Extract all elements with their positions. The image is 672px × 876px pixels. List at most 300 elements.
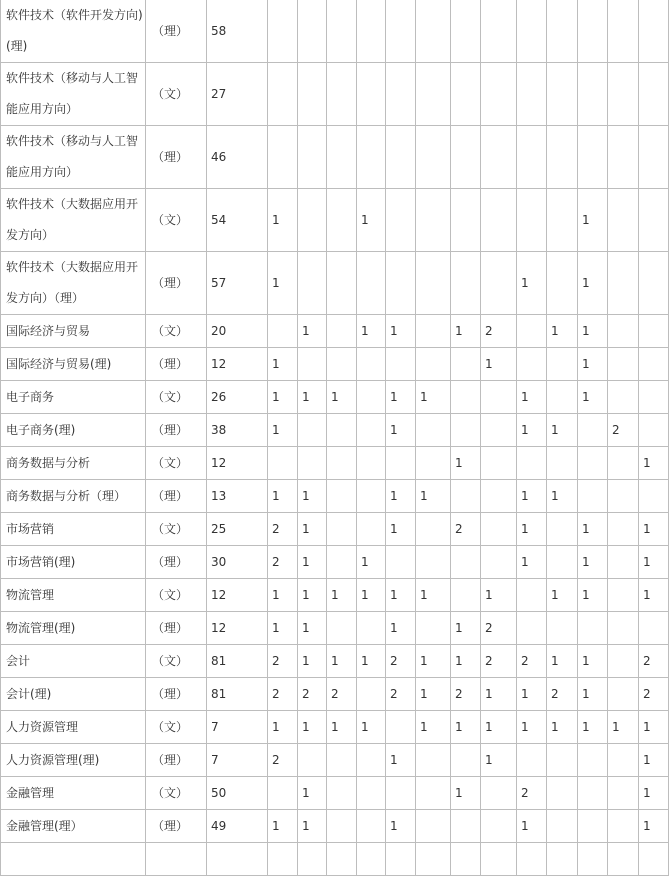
major-name-cell: 市场营销(理) — [1, 546, 146, 579]
region-count-cell — [268, 843, 298, 876]
region-count-cell — [608, 810, 639, 843]
region-count-cell: 1 — [298, 810, 327, 843]
region-count-cell: 1 — [578, 645, 608, 678]
region-count-cell — [547, 126, 578, 189]
region-count-cell — [578, 612, 608, 645]
region-count-cell: 1 — [517, 252, 547, 315]
plan-count-cell: 81 — [207, 645, 268, 678]
region-count-cell — [298, 348, 327, 381]
region-count-cell — [357, 810, 386, 843]
region-count-cell — [608, 189, 639, 252]
region-count-cell — [578, 414, 608, 447]
category-cell: （文） — [146, 579, 207, 612]
region-count-cell: 1 — [268, 414, 298, 447]
region-count-cell — [298, 414, 327, 447]
region-count-cell: 1 — [268, 579, 298, 612]
region-count-cell — [481, 381, 517, 414]
plan-count-cell: 7 — [207, 711, 268, 744]
region-count-cell — [639, 63, 669, 126]
plan-count-cell: 12 — [207, 447, 268, 480]
region-count-cell — [639, 252, 669, 315]
region-count-cell — [416, 810, 451, 843]
major-name-cell: 软件技术（大数据应用开发方向） — [1, 189, 146, 252]
region-count-cell — [327, 126, 357, 189]
region-count-cell: 1 — [386, 810, 416, 843]
region-count-cell: 1 — [451, 777, 481, 810]
region-count-cell: 2 — [386, 645, 416, 678]
region-count-cell — [416, 63, 451, 126]
region-count-cell: 1 — [298, 315, 327, 348]
region-count-cell — [578, 480, 608, 513]
region-count-cell — [357, 414, 386, 447]
region-count-cell: 1 — [481, 744, 517, 777]
region-count-cell — [517, 348, 547, 381]
region-count-cell: 1 — [327, 711, 357, 744]
category-cell: （理） — [146, 678, 207, 711]
major-name-cell: 国际经济与贸易 — [1, 315, 146, 348]
table-row — [1, 63, 669, 126]
major-name-cell: 物流管理 — [1, 579, 146, 612]
region-count-cell: 2 — [268, 645, 298, 678]
table-row — [1, 843, 669, 876]
region-count-cell — [578, 744, 608, 777]
major-name-cell: 电子商务 — [1, 381, 146, 414]
region-count-cell: 1 — [416, 579, 451, 612]
major-name-cell: 会计(理) — [1, 678, 146, 711]
region-count-cell — [639, 348, 669, 381]
region-count-cell: 2 — [481, 315, 517, 348]
region-count-cell — [327, 810, 357, 843]
table-row — [1, 0, 669, 63]
region-count-cell: 1 — [517, 678, 547, 711]
region-count-cell: 1 — [547, 315, 578, 348]
region-count-cell: 1 — [578, 579, 608, 612]
region-count-cell — [481, 252, 517, 315]
table-row — [1, 810, 669, 843]
region-count-cell: 2 — [481, 612, 517, 645]
region-count-cell: 1 — [416, 480, 451, 513]
region-count-cell — [547, 612, 578, 645]
region-count-cell — [517, 189, 547, 252]
region-count-cell — [451, 0, 481, 63]
category-cell: （文） — [146, 645, 207, 678]
region-count-cell: 1 — [386, 513, 416, 546]
region-count-cell — [608, 447, 639, 480]
region-count-cell — [578, 126, 608, 189]
category-cell: （文） — [146, 189, 207, 252]
region-count-cell — [451, 579, 481, 612]
region-count-cell — [547, 0, 578, 63]
region-count-cell — [608, 645, 639, 678]
region-count-cell — [386, 189, 416, 252]
table-row — [1, 579, 669, 612]
major-name-cell: 软件技术（软件开发方向)(理) — [1, 0, 146, 63]
region-count-cell: 1 — [298, 612, 327, 645]
region-count-cell — [608, 513, 639, 546]
region-count-cell — [386, 252, 416, 315]
region-count-cell — [416, 612, 451, 645]
table-row — [1, 612, 669, 645]
region-count-cell: 1 — [357, 315, 386, 348]
region-count-cell: 1 — [481, 711, 517, 744]
region-count-cell — [639, 843, 669, 876]
category-cell: （理） — [146, 0, 207, 63]
region-count-cell: 1 — [578, 513, 608, 546]
region-count-cell: 2 — [386, 678, 416, 711]
region-count-cell — [547, 252, 578, 315]
category-cell: （理） — [146, 744, 207, 777]
region-count-cell — [327, 252, 357, 315]
region-count-cell: 1 — [517, 414, 547, 447]
region-count-cell — [327, 189, 357, 252]
region-count-cell: 1 — [268, 252, 298, 315]
region-count-cell — [357, 63, 386, 126]
category-cell: （文） — [146, 513, 207, 546]
region-count-cell — [608, 777, 639, 810]
region-count-cell — [578, 63, 608, 126]
region-count-cell: 1 — [357, 645, 386, 678]
region-count-cell — [357, 678, 386, 711]
plan-count-cell: 50 — [207, 777, 268, 810]
region-count-cell: 2 — [268, 678, 298, 711]
region-count-cell: 1 — [298, 513, 327, 546]
region-count-cell: 2 — [517, 777, 547, 810]
region-count-cell — [327, 777, 357, 810]
region-count-cell: 1 — [416, 711, 451, 744]
region-count-cell — [327, 480, 357, 513]
plan-count-cell: 46 — [207, 126, 268, 189]
region-count-cell: 2 — [547, 678, 578, 711]
region-count-cell — [386, 447, 416, 480]
region-count-cell — [451, 252, 481, 315]
table-row — [1, 744, 669, 777]
region-count-cell: 1 — [517, 711, 547, 744]
region-count-cell: 1 — [547, 579, 578, 612]
region-count-cell — [416, 348, 451, 381]
region-count-cell — [481, 513, 517, 546]
region-count-cell: 1 — [517, 810, 547, 843]
region-count-cell: 1 — [298, 645, 327, 678]
region-count-cell — [608, 381, 639, 414]
region-count-cell — [517, 63, 547, 126]
region-count-cell — [357, 0, 386, 63]
region-count-cell — [451, 381, 481, 414]
major-name-cell: 软件技术（移动与人工智能应用方向） — [1, 126, 146, 189]
plan-count-cell: 12 — [207, 579, 268, 612]
region-count-cell — [547, 381, 578, 414]
table-row — [1, 315, 669, 348]
category-cell: （理） — [146, 126, 207, 189]
region-count-cell: 1 — [268, 189, 298, 252]
category-cell: （理） — [146, 480, 207, 513]
category-cell: （文） — [146, 63, 207, 126]
region-count-cell — [386, 843, 416, 876]
plan-count-cell: 81 — [207, 678, 268, 711]
region-count-cell — [298, 189, 327, 252]
plan-count-cell: 54 — [207, 189, 268, 252]
region-count-cell — [357, 447, 386, 480]
table-row — [1, 252, 669, 315]
region-count-cell — [357, 480, 386, 513]
region-count-cell — [357, 252, 386, 315]
region-count-cell — [517, 0, 547, 63]
region-count-cell: 1 — [517, 381, 547, 414]
category-cell: （理） — [146, 348, 207, 381]
region-count-cell — [357, 381, 386, 414]
table-row — [1, 381, 669, 414]
region-count-cell — [578, 447, 608, 480]
region-count-cell: 1 — [357, 546, 386, 579]
major-name-cell: 物流管理(理) — [1, 612, 146, 645]
plan-count-cell: 30 — [207, 546, 268, 579]
region-count-cell — [639, 0, 669, 63]
region-count-cell — [517, 579, 547, 612]
region-count-cell — [386, 348, 416, 381]
region-count-cell — [608, 63, 639, 126]
region-count-cell — [481, 546, 517, 579]
region-count-cell — [481, 189, 517, 252]
region-count-cell — [517, 843, 547, 876]
table-row — [1, 546, 669, 579]
region-count-cell: 1 — [578, 252, 608, 315]
table-row — [1, 513, 669, 546]
region-count-cell: 1 — [386, 315, 416, 348]
region-count-cell — [416, 513, 451, 546]
major-name-cell: 金融管理(理） — [1, 810, 146, 843]
major-name-cell: 软件技术（大数据应用开发方向）（理） — [1, 252, 146, 315]
region-count-cell — [416, 189, 451, 252]
region-count-cell — [608, 579, 639, 612]
region-count-cell: 1 — [451, 645, 481, 678]
region-count-cell: 1 — [451, 612, 481, 645]
region-count-cell: 1 — [451, 315, 481, 348]
region-count-cell — [451, 63, 481, 126]
category-cell: （理） — [146, 810, 207, 843]
region-count-cell: 1 — [639, 744, 669, 777]
region-count-cell — [547, 63, 578, 126]
region-count-cell — [481, 810, 517, 843]
region-count-cell — [327, 315, 357, 348]
region-count-cell: 1 — [639, 777, 669, 810]
region-count-cell — [451, 126, 481, 189]
region-count-cell — [416, 843, 451, 876]
region-count-cell: 1 — [327, 381, 357, 414]
table-row — [1, 678, 669, 711]
region-count-cell — [298, 0, 327, 63]
region-count-cell — [298, 843, 327, 876]
region-count-cell — [608, 546, 639, 579]
region-count-cell — [357, 744, 386, 777]
region-count-cell: 1 — [547, 480, 578, 513]
region-count-cell — [608, 0, 639, 63]
region-count-cell — [481, 63, 517, 126]
region-count-cell: 1 — [481, 579, 517, 612]
region-count-cell — [298, 126, 327, 189]
region-count-cell — [386, 63, 416, 126]
region-count-cell: 1 — [547, 711, 578, 744]
region-count-cell — [451, 744, 481, 777]
region-count-cell: 1 — [268, 348, 298, 381]
region-count-cell: 1 — [416, 645, 451, 678]
region-count-cell — [547, 843, 578, 876]
region-count-cell — [416, 0, 451, 63]
region-count-cell: 1 — [547, 414, 578, 447]
region-count-cell — [578, 810, 608, 843]
category-cell: （理） — [146, 546, 207, 579]
region-count-cell — [327, 0, 357, 63]
region-count-cell: 1 — [517, 513, 547, 546]
region-count-cell — [547, 348, 578, 381]
region-count-cell: 1 — [517, 480, 547, 513]
region-count-cell: 1 — [578, 678, 608, 711]
region-count-cell: 1 — [298, 579, 327, 612]
major-name-cell: 商务数据与分析 — [1, 447, 146, 480]
region-count-cell: 1 — [268, 480, 298, 513]
region-count-cell — [639, 189, 669, 252]
region-count-cell — [386, 0, 416, 63]
region-count-cell — [608, 315, 639, 348]
plan-count-cell: 57 — [207, 252, 268, 315]
region-count-cell — [298, 63, 327, 126]
category-cell — [146, 843, 207, 876]
category-cell: （理） — [146, 414, 207, 447]
plan-count-cell — [207, 843, 268, 876]
region-count-cell: 2 — [639, 645, 669, 678]
region-count-cell — [481, 126, 517, 189]
region-count-cell — [608, 252, 639, 315]
category-cell: （文） — [146, 777, 207, 810]
major-name-cell: 市场营销 — [1, 513, 146, 546]
plan-count-cell: 25 — [207, 513, 268, 546]
region-count-cell — [416, 252, 451, 315]
region-count-cell — [639, 381, 669, 414]
region-count-cell: 1 — [298, 381, 327, 414]
region-count-cell — [481, 414, 517, 447]
region-count-cell: 1 — [386, 414, 416, 447]
region-count-cell — [451, 348, 481, 381]
plan-count-cell: 27 — [207, 63, 268, 126]
region-count-cell — [416, 126, 451, 189]
table-row — [1, 414, 669, 447]
region-count-cell — [268, 315, 298, 348]
region-count-cell: 1 — [639, 513, 669, 546]
region-count-cell — [517, 126, 547, 189]
region-count-cell — [578, 843, 608, 876]
region-count-cell: 1 — [268, 711, 298, 744]
region-count-cell: 1 — [608, 711, 639, 744]
region-count-cell: 1 — [268, 810, 298, 843]
region-count-cell — [268, 63, 298, 126]
region-count-cell — [386, 546, 416, 579]
region-count-cell: 1 — [481, 348, 517, 381]
plan-count-cell: 49 — [207, 810, 268, 843]
region-count-cell: 1 — [639, 546, 669, 579]
region-count-cell — [268, 126, 298, 189]
region-count-cell: 1 — [357, 579, 386, 612]
region-count-cell — [268, 0, 298, 63]
region-count-cell — [416, 414, 451, 447]
region-count-cell — [298, 744, 327, 777]
region-count-cell — [481, 480, 517, 513]
region-count-cell: 1 — [268, 612, 298, 645]
region-count-cell: 2 — [451, 678, 481, 711]
region-count-cell — [357, 777, 386, 810]
region-count-cell — [608, 678, 639, 711]
region-count-cell — [608, 126, 639, 189]
major-name-cell: 国际经济与贸易(理) — [1, 348, 146, 381]
region-count-cell: 2 — [517, 645, 547, 678]
region-count-cell — [547, 189, 578, 252]
category-cell: （理） — [146, 252, 207, 315]
region-count-cell — [357, 126, 386, 189]
region-count-cell — [517, 315, 547, 348]
region-count-cell — [451, 546, 481, 579]
major-name-cell — [1, 843, 146, 876]
region-count-cell — [547, 744, 578, 777]
region-count-cell: 2 — [268, 744, 298, 777]
region-count-cell: 1 — [547, 645, 578, 678]
major-name-cell: 会计 — [1, 645, 146, 678]
region-count-cell: 1 — [386, 381, 416, 414]
plan-count-cell: 20 — [207, 315, 268, 348]
region-count-cell: 2 — [268, 513, 298, 546]
region-count-cell: 1 — [386, 579, 416, 612]
plan-count-cell: 38 — [207, 414, 268, 447]
region-count-cell — [481, 843, 517, 876]
table-row — [1, 645, 669, 678]
region-count-cell — [416, 315, 451, 348]
major-name-cell: 商务数据与分析（理） — [1, 480, 146, 513]
region-count-cell: 2 — [451, 513, 481, 546]
region-count-cell: 1 — [578, 381, 608, 414]
region-count-cell — [639, 126, 669, 189]
category-cell: （文） — [146, 447, 207, 480]
plan-count-cell: 12 — [207, 348, 268, 381]
region-count-cell — [608, 612, 639, 645]
region-count-cell: 1 — [298, 711, 327, 744]
plan-count-cell: 26 — [207, 381, 268, 414]
region-count-cell — [268, 777, 298, 810]
region-count-cell: 1 — [386, 480, 416, 513]
region-count-cell: 1 — [481, 678, 517, 711]
region-count-cell — [357, 843, 386, 876]
region-count-cell — [481, 447, 517, 480]
region-count-cell — [327, 63, 357, 126]
region-count-cell — [268, 447, 298, 480]
table-row — [1, 348, 669, 381]
region-count-cell — [608, 480, 639, 513]
region-count-cell: 1 — [639, 810, 669, 843]
region-count-cell — [547, 546, 578, 579]
region-count-cell: 1 — [517, 546, 547, 579]
region-count-cell: 2 — [481, 645, 517, 678]
region-count-cell — [327, 744, 357, 777]
region-count-cell — [327, 843, 357, 876]
region-count-cell — [517, 612, 547, 645]
region-count-cell — [386, 711, 416, 744]
region-count-cell — [578, 0, 608, 63]
category-cell: （理） — [146, 612, 207, 645]
category-cell: （文） — [146, 711, 207, 744]
region-count-cell: 1 — [386, 612, 416, 645]
region-count-cell — [357, 348, 386, 381]
major-name-cell: 软件技术（移动与人工智能应用方向） — [1, 63, 146, 126]
region-count-cell — [481, 777, 517, 810]
plan-count-cell: 13 — [207, 480, 268, 513]
table-row — [1, 447, 669, 480]
region-count-cell — [451, 189, 481, 252]
region-count-cell — [608, 348, 639, 381]
